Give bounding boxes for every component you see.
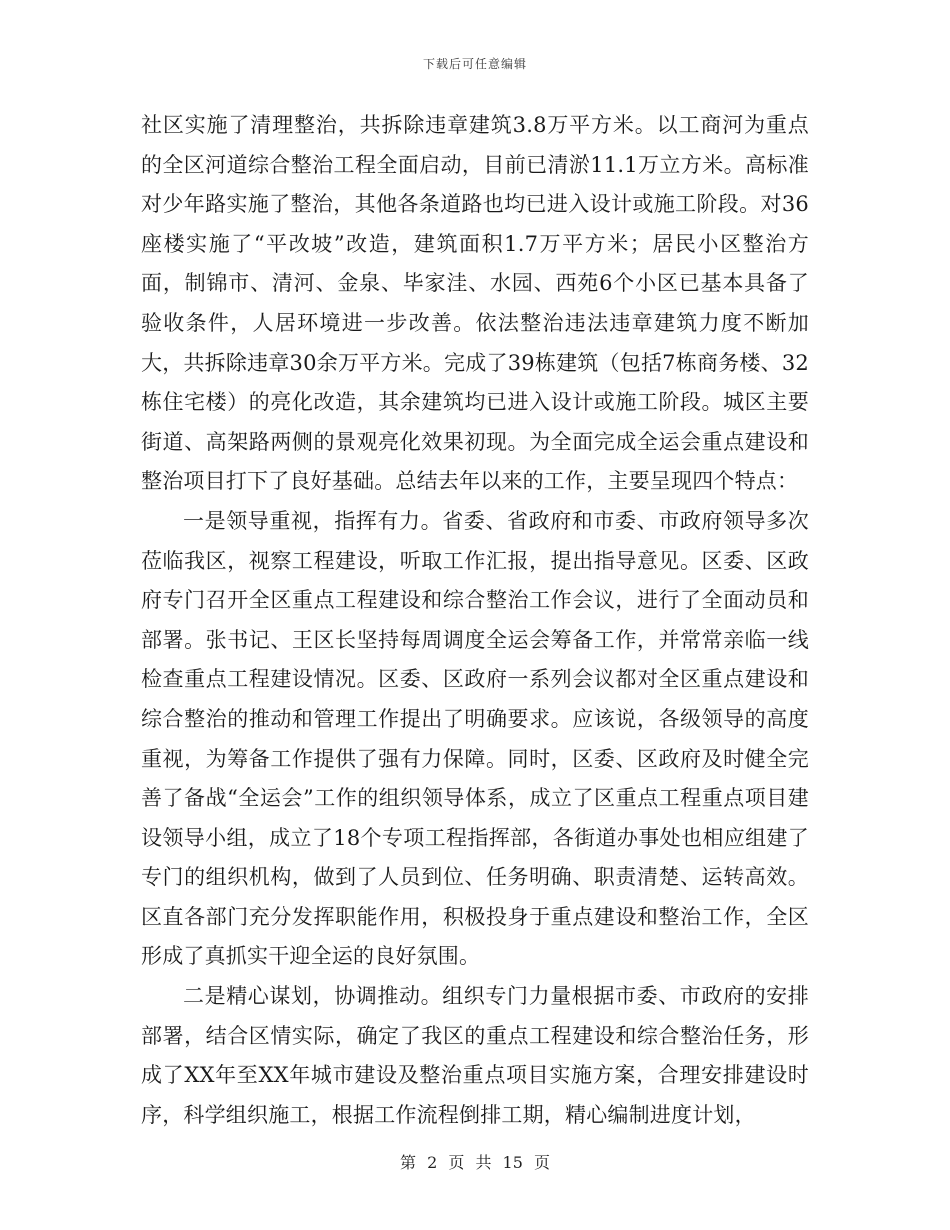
page-header: 下载后可任意编辑 (422, 57, 527, 71)
paragraph-1: 社区实施了清理整治，共拆除违章建筑3.8万平方米。以工商河为重点的全区河道综合整治工程全面启动，目前已清淤11.1万立方米。高标准对少年路实施了整治，其他各条道路也均已进入设计或施工阶段。对36座楼实施了“平改坡”改造，建筑面积1.7万平方米；居民小区整治方面，制锦市、清河、金泉、毕家洼、水园、西苑6个小区已基本具备了验收条件，人居环境进一步改善。依法整治违法违章建筑力度不断加大，共拆除违章30余万平方米。完成了39栋建筑（包括7栋商务楼、32栋住宅楼）的亮化改造，其余建筑均已进入设计或施工阶段。城区主要街道、高架路两侧的景观亮化效果初现。为全面完成全运会重点建设和整治项目打下了良好基础。总结去年以来的工作，主要呈现四个特点： (141, 113, 809, 494)
document-body (141, 106, 809, 1135)
paragraph-2: 一是领导重视，指挥有力。省委、省政府和市委、市政府领导多次莅临我区，视察工程建设，听取工作汇报，提出指导意见。区委、区政府专门召开全区重点工程建设和综合整治工作会议，进行了全面动员和部署。张书记、王区长坚持每周调度全运会筹备工作，并常常亲临一线检查重点工程建设情况。区委、区政府一系列会议都对全区重点建设和综合整治的推动和管理工作提出了明确要求。应该说，各级领导的高度重视，为筹备工作提供了强有力保障。同时，区委、区政府及时健全完善了备战“全运会”工作的组织领导体系，成立了区重点工程重点项目建设领导小组，成立了18个专项工程指挥部，各街道办事处也相应组建了专门的组织机构，做到了人员到位、任务明确、职责清楚、运转高效。区直各部门充分发挥职能作用，积极投身于重点建设和整治工作，全区形成了真抓实干迎全运的良好氛围。 (141, 508, 809, 969)
paragraph-3: 二是精心谋划，协调推动。组织专门力量根据市委、市政府的安排部署，结合区情实际，确定了我区的重点工程建设和综合整治任务，形成了XX年至XX年城市建设及整治重点项目实施方案，合理安排建设时序，科学组织施工，根据工作流程倒排工期，精心编制进度计划， (141, 984, 809, 1127)
page-footer: 第 2 页 共 15 页 (400, 1153, 550, 1172)
